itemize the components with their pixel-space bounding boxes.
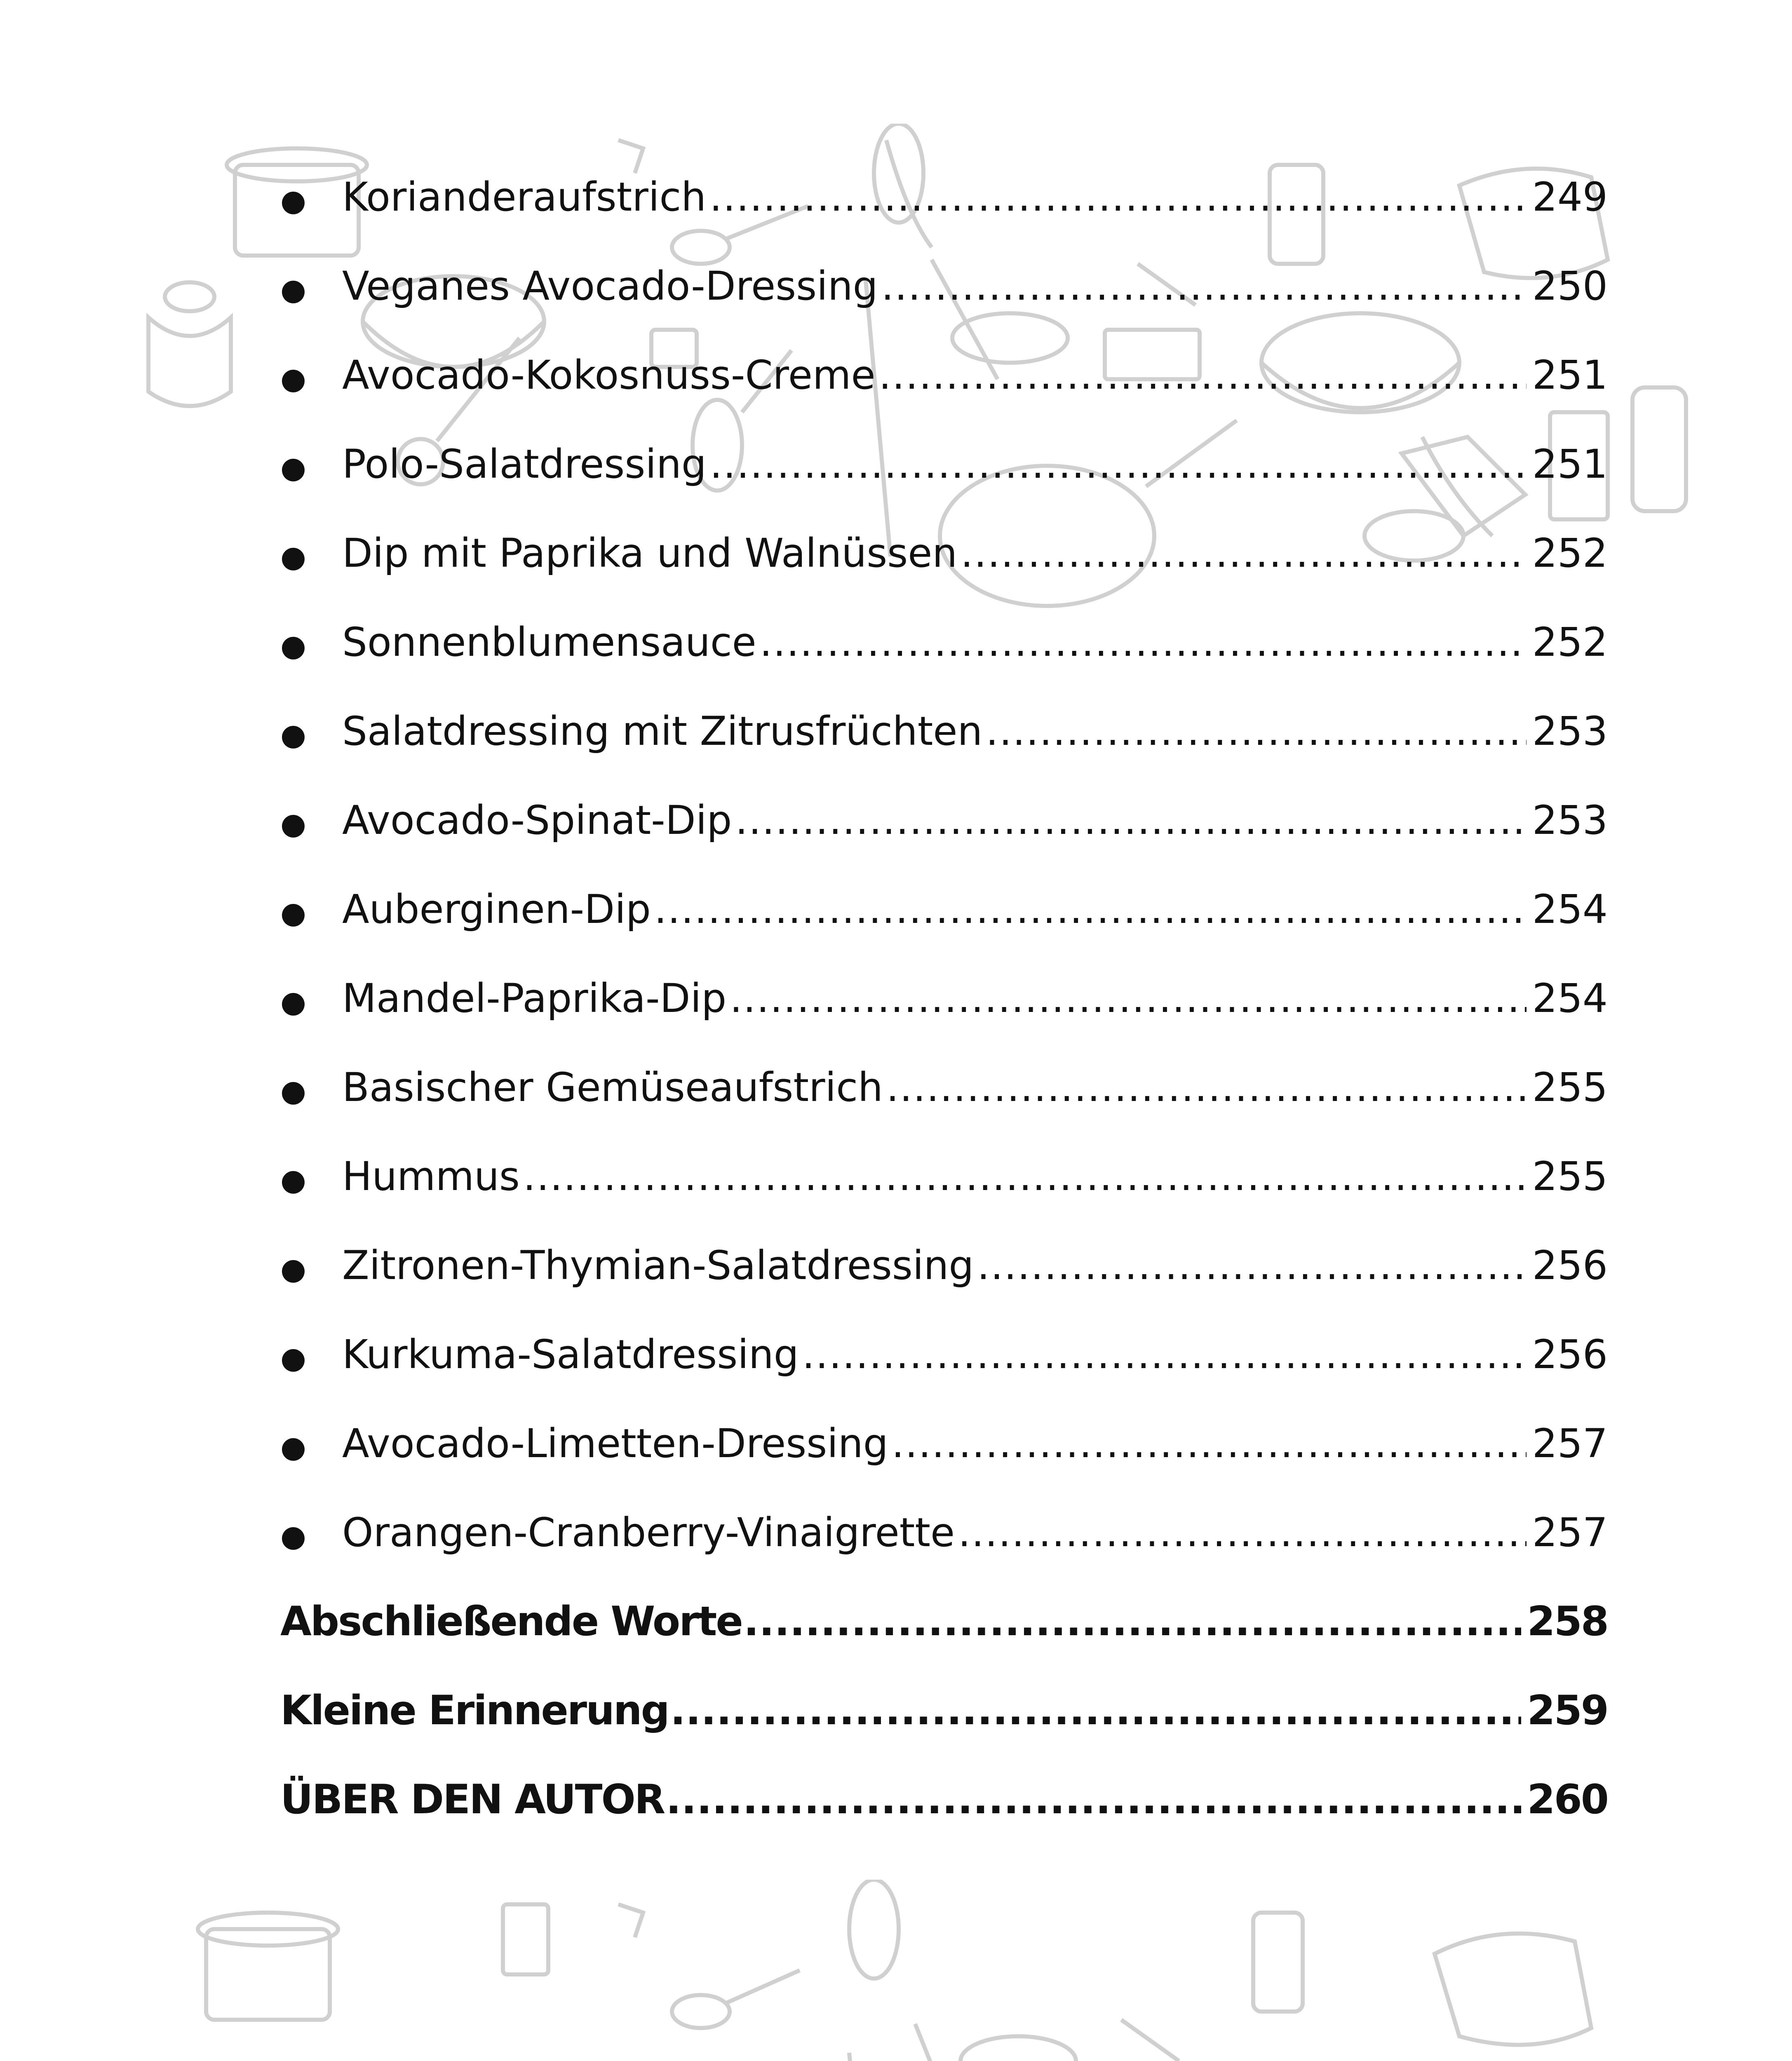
dot-leader xyxy=(760,598,1527,687)
toc-entry[interactable] xyxy=(280,331,1608,420)
toc-entry[interactable] xyxy=(280,153,1608,242)
toc-entry-page-number: 253 xyxy=(1532,797,1608,843)
toc-entry-page-number: 257 xyxy=(1532,1509,1608,1556)
toc-entry-page-number: 256 xyxy=(1532,1331,1608,1378)
dot-leader xyxy=(986,687,1526,776)
toc-chapter-page-number: 259 xyxy=(1527,1687,1608,1734)
dot-leader xyxy=(709,153,1527,242)
dot-leader xyxy=(802,1310,1527,1399)
toc-entry-page-number: 250 xyxy=(1532,263,1608,309)
toc-chapter-page-number: 258 xyxy=(1527,1598,1608,1645)
toc-entry-page-number: 253 xyxy=(1532,708,1608,754)
dot-leader xyxy=(961,509,1527,598)
toc-entry[interactable] xyxy=(280,1399,1608,1488)
bullet-icon: ● xyxy=(280,539,306,574)
toc-entry-page-number: 251 xyxy=(1532,352,1608,398)
toc-entry-page-number: 257 xyxy=(1532,1420,1608,1467)
toc-entry-label: Auberginen-Dip xyxy=(342,886,651,932)
toc-entry-label: Mandel-Paprika-Dip xyxy=(342,975,727,1021)
bullet-icon: ● xyxy=(280,450,306,485)
toc-entry-label: Salatdressing mit Zitrusfrüchten xyxy=(342,708,983,754)
toc-entry[interactable] xyxy=(280,954,1608,1043)
toc-entry-label: Kurkuma-Salatdressing xyxy=(342,1331,799,1378)
toc-entry[interactable] xyxy=(280,687,1608,776)
toc-entry-page-number: 252 xyxy=(1532,530,1608,576)
toc-entry-page-number: 251 xyxy=(1532,441,1608,487)
bullet-icon: ● xyxy=(280,895,306,930)
toc-chapter-entry[interactable] xyxy=(280,1577,1608,1666)
toc-entry[interactable] xyxy=(280,776,1608,865)
dot-leader xyxy=(670,1666,1522,1755)
toc-entry-label: Korianderaufstrich xyxy=(342,174,707,220)
bullet-icon: ● xyxy=(280,183,306,218)
toc-entry-page-number: 249 xyxy=(1532,174,1608,220)
toc-chapter-label: Kleine Erinnerung xyxy=(280,1687,669,1734)
dot-leader xyxy=(654,865,1527,954)
toc-entry-page-number: 254 xyxy=(1532,886,1608,932)
dot-leader xyxy=(881,242,1527,331)
toc-entry-label: Polo-Salatdressing xyxy=(342,441,707,487)
toc-chapter-entry[interactable] xyxy=(280,1666,1608,1755)
toc-entry[interactable] xyxy=(280,598,1608,687)
bullet-icon: ● xyxy=(280,1073,306,1108)
toc-entry-page-number: 252 xyxy=(1532,619,1608,665)
dot-leader xyxy=(879,331,1527,420)
toc-entry-label: Avocado-Spinat-Dip xyxy=(342,797,732,843)
dot-leader xyxy=(977,1221,1526,1310)
toc-entry[interactable] xyxy=(280,865,1608,954)
dot-leader xyxy=(523,1132,1527,1221)
bullet-icon: ● xyxy=(280,628,306,663)
table-of-contents xyxy=(280,153,1608,1844)
bullet-icon: ● xyxy=(280,806,306,841)
dot-leader xyxy=(666,1755,1521,1844)
toc-entry[interactable] xyxy=(280,242,1608,331)
toc-entry-label: Sonnenblumensauce xyxy=(342,619,756,665)
bullet-icon: ● xyxy=(280,1519,306,1553)
toc-entry[interactable] xyxy=(280,1221,1608,1310)
dot-leader xyxy=(730,954,1527,1043)
dot-leader xyxy=(958,1488,1527,1577)
toc-chapter-entry[interactable] xyxy=(280,1755,1608,1844)
kitchen-utensils-icon xyxy=(0,1880,1792,2061)
bullet-icon: ● xyxy=(280,1430,306,1464)
bullet-icon: ● xyxy=(280,361,306,396)
toc-entry[interactable] xyxy=(280,1488,1608,1577)
toc-entry[interactable] xyxy=(280,420,1608,509)
dot-leader xyxy=(744,1577,1522,1666)
bullet-icon: ● xyxy=(280,717,306,752)
toc-chapter-label: ÜBER DEN AUTOR xyxy=(280,1776,665,1823)
toc-entry-label: Orangen-Cranberry-Vinaigrette xyxy=(342,1509,955,1556)
toc-entry-page-number: 255 xyxy=(1532,1153,1608,1200)
toc-entry-label: Dip mit Paprika und Walnüssen xyxy=(342,530,958,576)
toc-entry-label: Veganes Avocado-Dressing xyxy=(342,263,878,309)
toc-entry-label: Avocado-Kokosnuss-Creme xyxy=(342,352,876,398)
bullet-icon: ● xyxy=(280,1251,306,1286)
dot-leader xyxy=(735,776,1526,865)
toc-entry-page-number: 254 xyxy=(1532,975,1608,1021)
toc-entry[interactable] xyxy=(280,1043,1608,1132)
dot-leader xyxy=(886,1043,1527,1132)
toc-chapter-page-number: 260 xyxy=(1527,1776,1608,1823)
toc-entry[interactable] xyxy=(280,509,1608,598)
kitchen-illustration-background-bottom xyxy=(0,1880,1792,2061)
toc-entry-page-number: 256 xyxy=(1532,1242,1608,1289)
bullet-icon: ● xyxy=(280,1340,306,1375)
bullet-icon: ● xyxy=(280,984,306,1019)
toc-entry-label: Avocado-Limetten-Dressing xyxy=(342,1420,888,1467)
toc-entry[interactable] xyxy=(280,1310,1608,1399)
toc-chapter-label: Abschließende Worte xyxy=(280,1598,742,1645)
toc-entry-page-number: 255 xyxy=(1532,1064,1608,1110)
toc-entry[interactable] xyxy=(280,1132,1608,1221)
toc-entry-label: Hummus xyxy=(342,1153,520,1200)
bullet-icon: ● xyxy=(280,1162,306,1197)
toc-entry-label: Zitronen-Thymian-Salatdressing xyxy=(342,1242,974,1289)
bullet-icon: ● xyxy=(280,272,306,307)
dot-leader xyxy=(892,1399,1527,1488)
toc-entry-label: Basischer Gemüseaufstrich xyxy=(342,1064,883,1110)
dot-leader xyxy=(710,420,1527,509)
